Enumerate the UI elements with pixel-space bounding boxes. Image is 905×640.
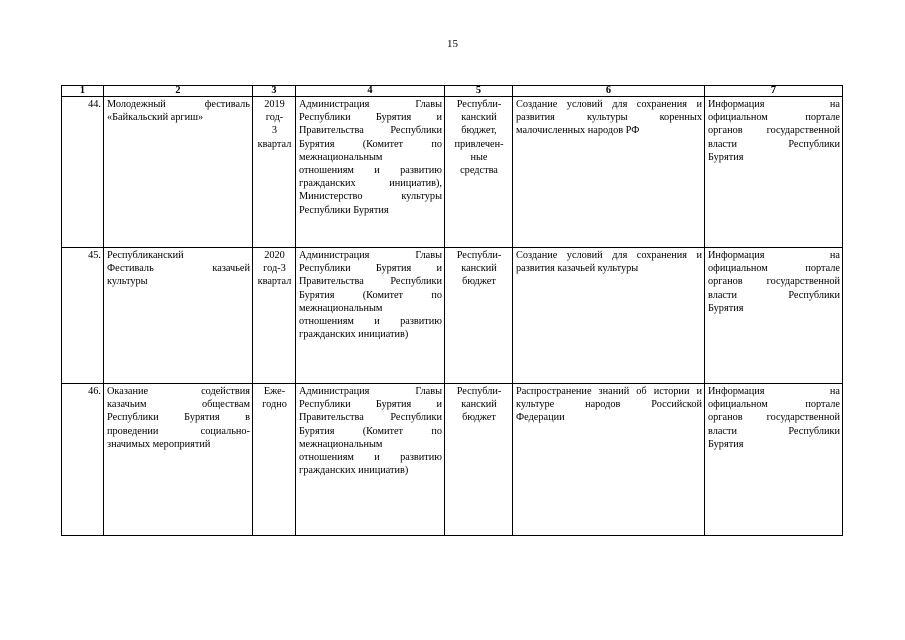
cell-text-line: Правительства Республики [299, 276, 442, 288]
cell-text-line: Оказание содействия [107, 386, 250, 397]
cell-text-line: власти Республики [708, 425, 840, 437]
column-header: 3 [253, 86, 296, 97]
cell-text-line: межнациональным [299, 438, 383, 450]
cell-text-line: Молодежный фестиваль [107, 99, 250, 110]
cell-text-line: отношениям и развитию [299, 316, 442, 328]
cell-text-line: 2019 [264, 99, 285, 110]
goal-cell [513, 384, 705, 536]
cell-text-line: квартал [257, 138, 292, 150]
cell-text-line: культуры [107, 276, 148, 288]
table-row [62, 384, 843, 536]
cell-text-line: отношениям и развитию [299, 165, 442, 177]
cell-text-line: Распространение знаний об истории и [516, 386, 702, 397]
cell-text-line: органов государственной [708, 125, 840, 137]
cell-text-line: бюджет [462, 276, 496, 288]
row-number-cell: 45. [62, 248, 104, 384]
cell-text-line: канский [461, 263, 497, 275]
cell-text-line: бюджет [462, 412, 496, 424]
cell-text-line: «Байкальский аргиш» [107, 112, 204, 124]
cell-text-line: органов государственной [708, 412, 840, 424]
row-number-cell: 44. [62, 97, 104, 248]
funding-cell [445, 97, 513, 248]
info-cell [705, 248, 843, 384]
cell-text-line: Администрация Главы [299, 250, 442, 261]
period-cell [253, 97, 296, 248]
cell-text-line: Республики Бурятия [299, 204, 389, 216]
cell-text-line: привлечен- [454, 138, 504, 150]
cell-text-line: межнациональным [299, 302, 383, 314]
page-number: 15 [447, 38, 458, 50]
cell-text-line: власти Республики [708, 289, 840, 301]
cell-text-line: гражданских инициатив) [299, 465, 409, 477]
cell-text-line: канский [461, 112, 497, 124]
cell-text-line: Бурятия (Комитет по [299, 138, 442, 150]
event-name-cell [104, 248, 253, 384]
cell-text-line: Бурятия [708, 302, 744, 314]
cell-text-line: Министерство культуры [299, 191, 442, 203]
header-row [62, 86, 843, 97]
column-header: 1 [62, 86, 104, 97]
event-name-cell [104, 384, 253, 536]
cell-text-line: Создание условий для сохранения и [516, 250, 702, 261]
cell-text-line: межнациональным [299, 151, 383, 163]
cell-text-line: годно [262, 399, 287, 411]
cell-text-line: культуре народов Российской [516, 399, 702, 411]
column-header: 4 [296, 86, 445, 97]
cell-text-line: год-3 [263, 263, 286, 275]
funding-cell [445, 248, 513, 384]
info-cell [705, 384, 843, 536]
cell-text-line: Федерации [516, 412, 565, 424]
cell-text-line: официальном портале [708, 112, 840, 124]
period-cell [253, 384, 296, 536]
cell-text-line: ные [470, 151, 488, 163]
cell-text-line: Правительства Республики [299, 125, 442, 137]
cell-text-line: 2020 [264, 250, 285, 261]
period-cell [253, 248, 296, 384]
cell-text-line: Администрация Главы [299, 386, 442, 397]
info-cell [705, 97, 843, 248]
cell-text-line: отношениям и развитию [299, 452, 442, 464]
column-header: 2 [104, 86, 253, 97]
cell-text-line: Республики Бурятия и [299, 263, 442, 275]
cell-text-line: 3 [271, 125, 278, 137]
cell-text-line: Республи- [456, 99, 502, 110]
cell-text-line: Фестиваль казачьей [107, 263, 250, 275]
responsible-cell [296, 384, 445, 536]
cell-text-line: казачьим обществам [107, 399, 250, 411]
cell-text-line: гражданских инициатив), [299, 178, 442, 190]
cell-text-line: Создание условий для сохранения и [516, 99, 702, 110]
goal-cell [513, 248, 705, 384]
cell-text-line: Республики Бурятия и [299, 399, 442, 411]
table-row [62, 97, 843, 248]
cell-text-line: официальном портале [708, 263, 840, 275]
column-header: 5 [445, 86, 513, 97]
cell-text-line: Республи- [456, 386, 502, 397]
row-number-cell: 46. [62, 384, 104, 536]
cell-text-line: Информация на [708, 386, 840, 397]
cell-text-line: развития культуры коренных [516, 112, 702, 124]
cell-text-line: Бурятия (Комитет по [299, 289, 442, 301]
responsible-cell [296, 248, 445, 384]
column-header: 6 [513, 86, 705, 97]
cell-text-line: квартал [257, 276, 292, 288]
cell-text-line: канский [461, 399, 497, 411]
cell-text-line: Бурятия [708, 438, 744, 450]
cell-text-line: малочисленных народов РФ [516, 125, 640, 137]
cell-text-line: год- [265, 112, 284, 124]
cell-text-line: Еже- [263, 386, 286, 397]
column-header: 7 [705, 86, 843, 97]
cell-text-line: средства [460, 165, 498, 177]
cell-text-line: Администрация Главы [299, 99, 442, 110]
cell-text-line: Информация на [708, 99, 840, 110]
cell-text-line: органов государственной [708, 276, 840, 288]
goal-cell [513, 97, 705, 248]
cell-text-line: Республики Бурятия в [107, 412, 250, 424]
events-table [61, 85, 843, 536]
funding-cell [445, 384, 513, 536]
cell-text-line: бюджет, [461, 125, 497, 137]
cell-text-line: власти Республики [708, 138, 840, 150]
responsible-cell [296, 97, 445, 248]
cell-text-line: проведении социально- [107, 425, 250, 437]
cell-text-line: Республи- [456, 250, 502, 261]
event-name-cell [104, 97, 253, 248]
cell-text-line: Республиканский [107, 250, 184, 261]
cell-text-line: Республики Бурятия и [299, 112, 442, 124]
table-row [62, 248, 843, 384]
cell-text-line: значимых мероприятий [107, 438, 211, 450]
cell-text-line: развития казачьей культуры [516, 263, 639, 275]
cell-text-line: Информация на [708, 250, 840, 261]
cell-text-line: Бурятия [708, 151, 744, 163]
cell-text-line: гражданских инициатив) [299, 329, 409, 341]
cell-text-line: Бурятия (Комитет по [299, 425, 442, 437]
cell-text-line: Правительства Республики [299, 412, 442, 424]
cell-text-line: официальном портале [708, 399, 840, 411]
